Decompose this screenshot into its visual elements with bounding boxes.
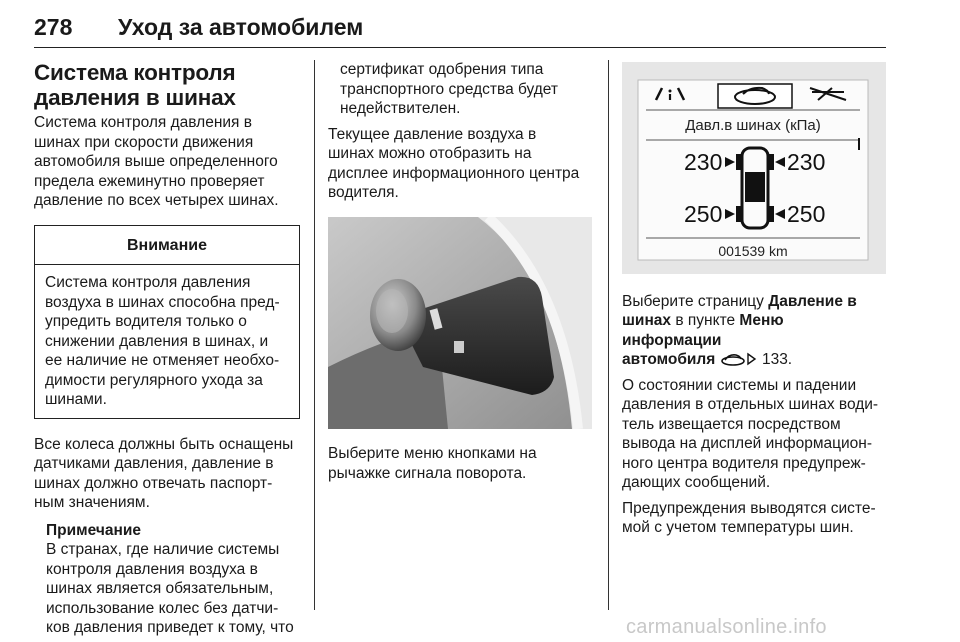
sensors-paragraph <box>34 435 300 513</box>
display-paragraph <box>328 125 594 203</box>
column-divider <box>314 60 315 610</box>
tire-rear-left-value: 250 <box>684 201 723 227</box>
menu-item-name: Давление в <box>768 292 857 310</box>
text-line: давления в отдельных шинах води- <box>622 396 879 413</box>
text-line: Все колеса должны быть оснащены <box>34 435 294 453</box>
text-line: шинами. <box>45 391 107 408</box>
driver-info-display <box>622 62 886 274</box>
text-line: сертификат одобрения типа <box>340 61 544 78</box>
text-line: воздуха в шинах способна пред- <box>45 293 280 311</box>
photo-caption <box>328 444 594 483</box>
text-line: ным значениям. <box>34 494 150 511</box>
text-line: Предупреждения выводятся систе- <box>622 499 876 517</box>
turn-signal-lever-photo <box>328 217 592 429</box>
page-reference-icon <box>746 352 758 366</box>
text-line: упредить водителя только о <box>45 313 247 330</box>
tire-front-right-value: 230 <box>787 149 826 175</box>
warning-body <box>35 265 299 418</box>
menu-item-name: шинах <box>622 312 672 329</box>
text-line: снижении давления в шинах, и <box>45 332 269 350</box>
text-line: Система контроля давления <box>45 274 251 291</box>
text-line: транспортного средства будет <box>340 80 559 98</box>
note-title: Примечание <box>46 521 141 539</box>
note-continuation <box>328 60 594 119</box>
menu-name: Меню информации <box>622 312 784 349</box>
warning-title: Внимание <box>35 226 299 266</box>
text-line: димости регулярного ухода за <box>45 371 263 389</box>
text-line: шинах должно отвечать паспорт- <box>34 474 273 492</box>
column-2 <box>328 60 594 489</box>
text-line: контроля давления воздуха в <box>46 560 258 578</box>
odometer: 001539 km <box>718 243 788 259</box>
text-line: датчиками давления, давление в <box>34 455 274 472</box>
menu-name: автомобиля <box>622 351 716 368</box>
tire-rear-right-value: 250 <box>787 201 826 227</box>
text-line: шинах является обязательным, <box>46 580 274 597</box>
text-line: дающих сообщений. <box>622 474 771 491</box>
text-line: Текущее давление воздуха в <box>328 125 537 143</box>
text-line: недействителен. <box>340 100 461 117</box>
section-title <box>34 60 300 110</box>
text-span: в пункте <box>671 312 740 329</box>
column-1 <box>34 60 300 638</box>
chapter-title: Уход за автомобилем <box>118 14 364 40</box>
tire-front-left-value: 230 <box>684 149 723 175</box>
text-line: рычажке сигнала поворота. <box>328 464 527 482</box>
text-span: Выберите страницу <box>622 292 769 310</box>
display-title: Давл.в шинах (кПа) <box>685 117 821 134</box>
column-divider <box>608 60 609 610</box>
text-line: тель извещается посредством <box>622 415 841 433</box>
text-line: шинах при скорости движения <box>34 133 254 151</box>
text-line: мой с учетом температуры шин. <box>622 519 854 536</box>
warning-box <box>34 225 300 419</box>
text-line: вывода на дисплей информацион- <box>622 435 873 452</box>
select-page-paragraph <box>622 292 886 370</box>
section-title-line: Система контроля <box>34 60 236 85</box>
text-line: ков давления приведет к тому, что <box>46 619 294 636</box>
text-line: ного центра водителя предупреж- <box>622 454 866 472</box>
page-header <box>34 14 886 48</box>
car-icon <box>720 352 746 366</box>
note-block <box>34 521 300 638</box>
text-line: ее наличие не отменяет необхо- <box>45 352 280 369</box>
text-line: давление по всех четырех шинах. <box>34 192 279 209</box>
text-line: дисплее информационного центра <box>328 164 580 182</box>
section-title-line: давления в шинах <box>34 85 236 110</box>
column-3 <box>622 60 886 544</box>
text-line: О состоянии системы и падении <box>622 376 857 394</box>
text-line: автомобиля выше определенного <box>34 153 278 170</box>
text-line: Система контроля давления в <box>34 114 252 131</box>
page-number: 278 <box>34 14 73 40</box>
text-line: использование колес без датчи- <box>46 599 279 617</box>
text-line: В странах, где наличие системы <box>46 541 280 558</box>
text-line: Выберите меню кнопками на <box>328 445 537 462</box>
system-state-paragraph <box>622 376 886 493</box>
watermark: carmanualsonline.info <box>626 616 827 638</box>
text-line: водителя. <box>328 184 399 201</box>
text-line: предела ежеминутно проверяет <box>34 172 265 190</box>
text-line: шинах можно отобразить на <box>328 145 532 162</box>
intro-paragraph <box>34 113 300 211</box>
warnings-paragraph <box>622 499 886 538</box>
page-reference: 133. <box>757 351 793 368</box>
